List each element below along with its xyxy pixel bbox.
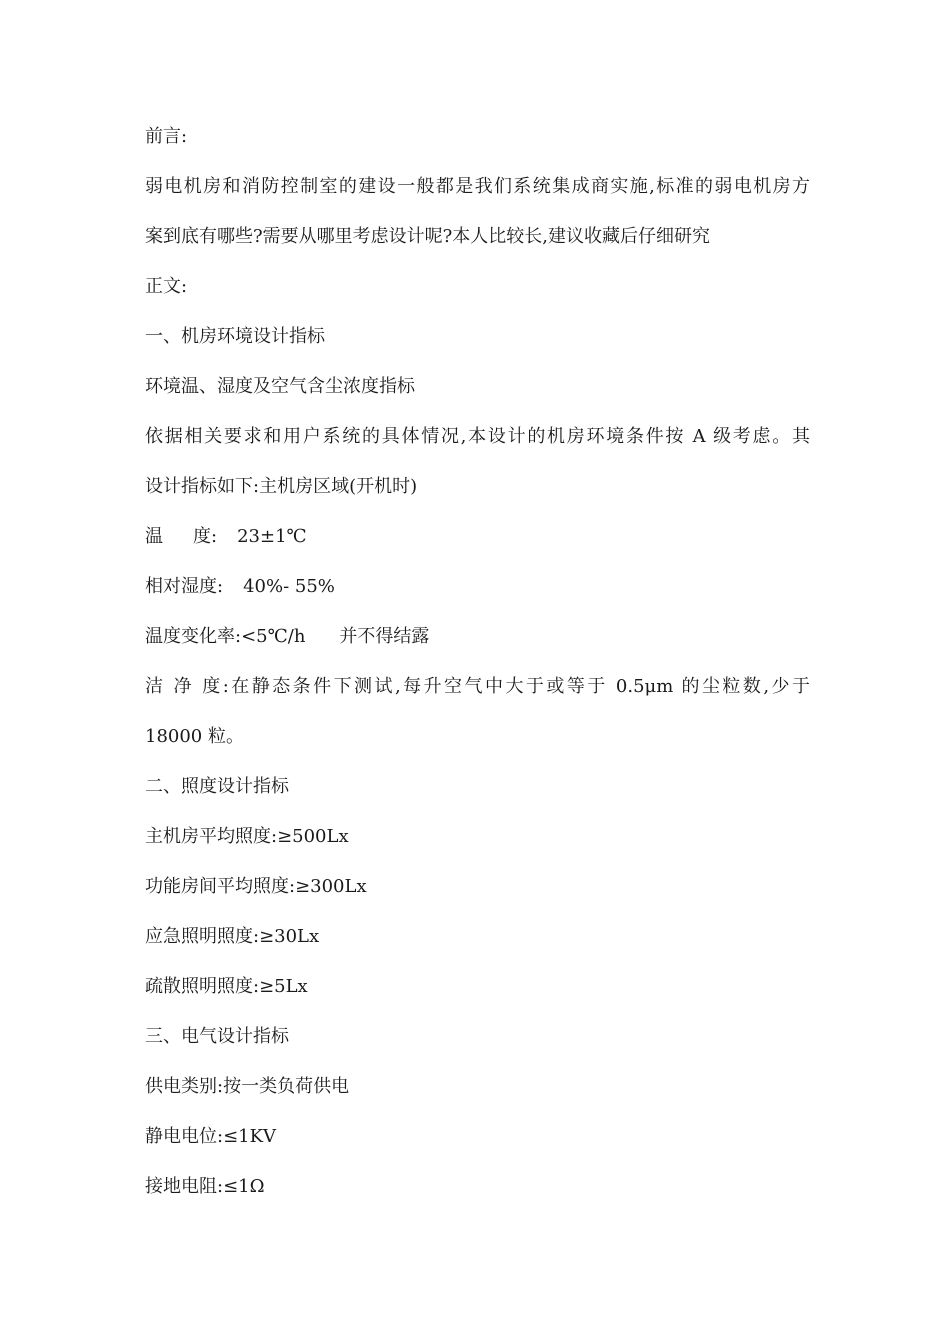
section-3-item: 供电类别:按一类负荷供电 bbox=[145, 1076, 350, 1097]
intro-paragraph-line-1: 弱电机房和消防控制室的建设一般都是我们系统集成商实施,标准的弱电机房方 bbox=[145, 176, 810, 197]
intro-paragraph-line-2: 案到底有哪些?需要从哪里考虑设计呢?本人比较长,建议收藏后仔细研究 bbox=[145, 226, 711, 247]
temp-change-row bbox=[145, 612, 810, 662]
section-2-heading: 二、照度设计指标 bbox=[145, 776, 289, 797]
temperature-row bbox=[145, 512, 810, 562]
section-1-paragraph-line-2: 设计指标如下:主机房区域(开机时) bbox=[145, 476, 418, 497]
intro-heading: 前言: bbox=[145, 126, 188, 147]
document-body bbox=[145, 112, 810, 1212]
section-1-subheading: 环境温、湿度及空气含尘浓度指标 bbox=[145, 376, 415, 397]
section-2-item: 功能房间平均照度:≥300Lx bbox=[145, 876, 367, 897]
temp-change-label: 温度变化率: bbox=[145, 626, 242, 647]
section-3-item: 接地电阻:≤1Ω bbox=[145, 1176, 265, 1197]
section-1-heading: 一、机房环境设计指标 bbox=[145, 326, 325, 347]
temperature-label-b: 度: bbox=[193, 526, 218, 547]
section-1-paragraph-line-1: 依据相关要求和用户系统的具体情况,本设计的机房环境条件按 A 级考虑。其 bbox=[145, 426, 810, 447]
cleanliness-line-2: 18000 粒。 bbox=[145, 726, 244, 747]
section-2-item: 应急照明照度:≥30Lx bbox=[145, 926, 320, 947]
temperature-value: 23±1℃ bbox=[237, 526, 307, 547]
humidity-value: 40%- 55% bbox=[243, 576, 335, 597]
section-2-item: 主机房平均照度:≥500Lx bbox=[145, 826, 349, 847]
temp-change-value: <5℃/h bbox=[241, 626, 306, 647]
section-3-item: 静电电位:≤1KV bbox=[145, 1126, 277, 1147]
temperature-label-a: 温 bbox=[145, 526, 163, 547]
section-2-item: 疏散照明照度:≥5Lx bbox=[145, 976, 308, 997]
humidity-row bbox=[145, 562, 810, 612]
humidity-label: 相对湿度: bbox=[145, 576, 224, 597]
body-heading: 正文: bbox=[145, 276, 188, 297]
cleanliness-line-1: 洁 净 度:在静态条件下测试,每升空气中大于或等于 0.5μm 的尘粒数,少于 bbox=[145, 676, 810, 697]
temp-change-note: 并不得结露 bbox=[339, 626, 430, 647]
section-3-heading: 三、电气设计指标 bbox=[145, 1026, 289, 1047]
